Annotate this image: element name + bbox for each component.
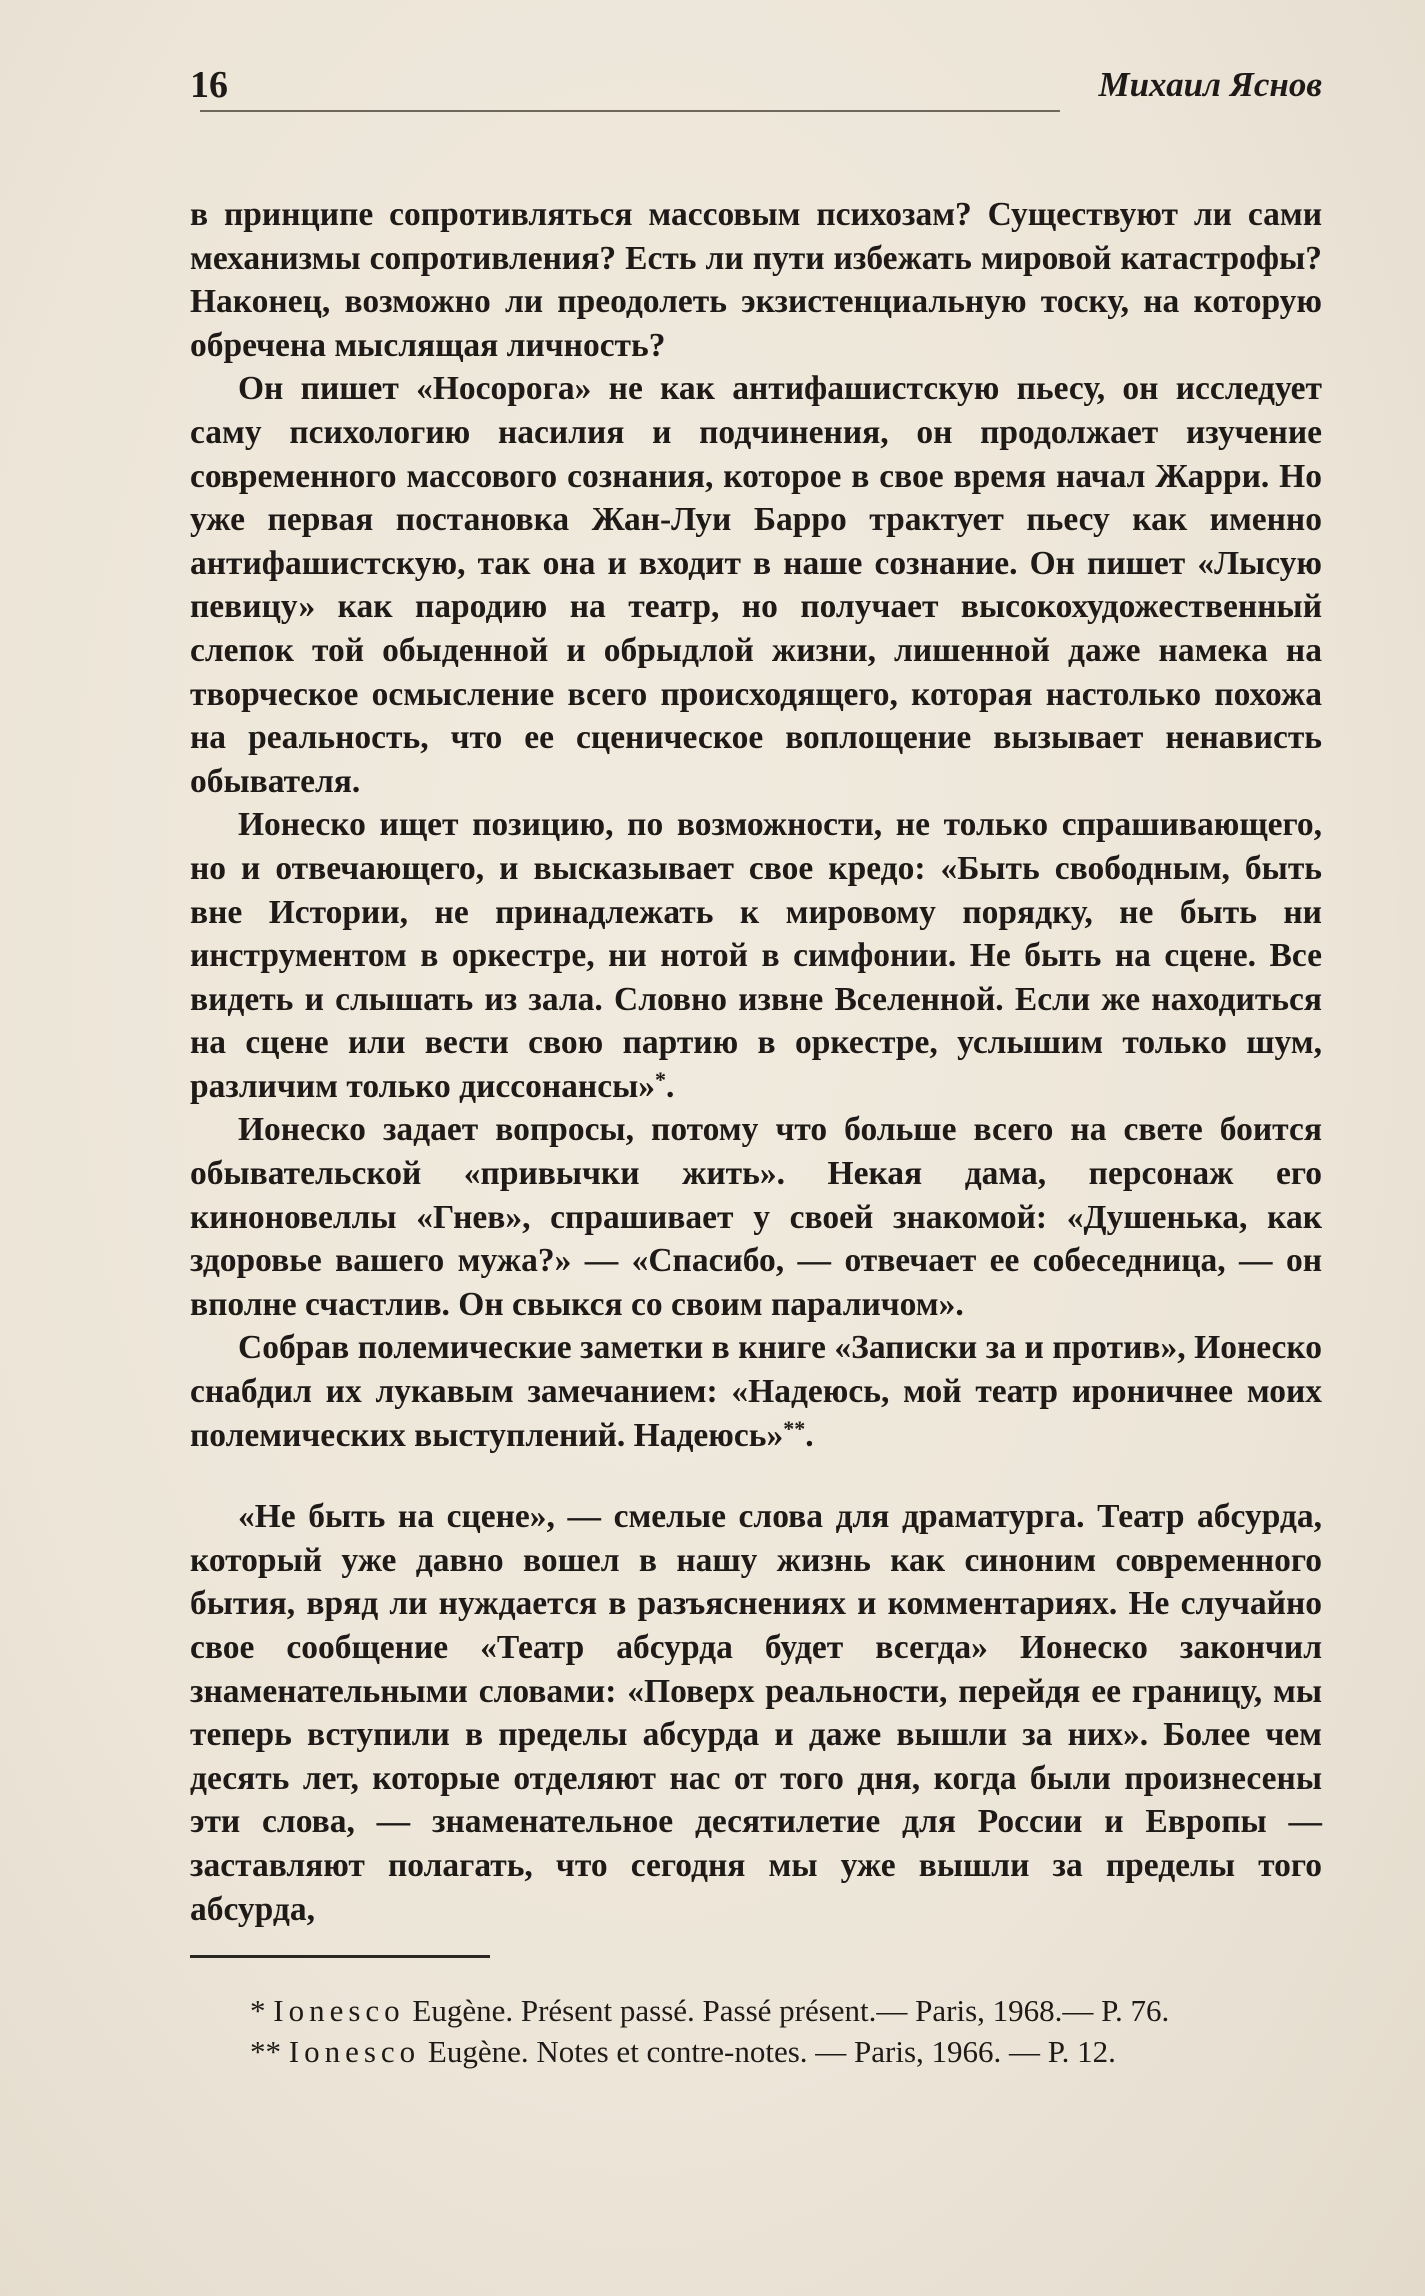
footnote-1 xyxy=(190,1990,1322,2031)
footnote-2-text: Eugène. Notes et contre-notes. — Paris, 1966. — P. 12. xyxy=(427,2034,1116,2069)
paragraph-6: «Не быть на сцене», — смелые слова для драматурга. Театр абсурда, который уже давно вошел в нашу жизнь как синоним современного бытия, вряд ли нуждается в разъяснениях и комментариях. Не случайно свое сообщение «Театр абсурда будет всегда» Ионеско закончил знаменательными словами: «Поверх реальности, перейдя ее границу, мы теперь вступили в пределы абсурда и даже вышли за них». Более чем десять лет, которые отделяют нас от того дня, когда были произнесены эти слова, — знаменательное десятилетие для России и Европы — заставляют полагать, что сегодня мы уже вышли за пределы того абсурда, xyxy=(190,1498,1322,1928)
paragraph-3: Ионеско ищет позицию, по возможности, не только спрашивающего, но и отвечающего, и высказывает свое кредо: «Быть свободным, быть вне Истории, не принадлежать к мировому порядку, не быть ни инструментом в оркестре, ни нотой в симфонии. Не быть на сцене. Все видеть и слышать из зала. Словно извне Вселенной. Если же находиться на сцене или вести свою партию в оркестре, услышим только шум, различим только диссонансы»*. xyxy=(190,806,1322,1105)
header-rule xyxy=(200,110,1060,112)
footnote-2-author: Ionesco xyxy=(288,2034,421,2069)
footnote-rule xyxy=(190,1955,490,1958)
body-text xyxy=(190,193,1322,1931)
footnote-1-text: Eugène. Présent passé. Passé présent.— Paris, 1968.— P. 76. xyxy=(412,1993,1170,2028)
page-number: 16 xyxy=(190,64,228,106)
page-header xyxy=(190,60,1322,110)
paragraph-5-text: Собрав полемические заметки в книге «Записки за и против», Ионеско снабдил их лукавым замечанием: «Надеюсь, мой театр ироничнее моих полемических выступлений. Надеюсь» xyxy=(190,1329,1322,1454)
paragraph-3-text: Ионеско ищет позицию, по возможности, не только спрашивающего, но и отвечающего, и высказывает свое кредо: «Быть свободным, быть вне Истории, не принадлежать к мировому порядку, не быть ни инструментом в оркестре, ни нотой в симфонии. Не быть на сцене. Все видеть и слышать из зала. Словно извне Вселенной. Если же находиться на сцене или вести свою партию в оркестре, услышим только шум, различим только диссонансы» xyxy=(190,806,1322,1105)
paragraph-4: Ионеско задает вопросы, потому что больше всего на свете боится обывательской «привычки жить». Некая дама, персонаж его киноновеллы «Гнев», спрашивает у своей знакомой: «Душенька, как здоровье вашего мужа?» — «Спасибо, — отвечает ее собеседница, — он вполне счастлив. Он свыкся со своим параличом». xyxy=(190,1111,1322,1323)
footnote-ref-2: ** xyxy=(783,1415,806,1441)
paragraph-2: Он пишет «Носорога» не как антифашистскую пьесу, он исследует саму психологию насилия и подчинения, он продолжает изучение современного массового сознания, которое в свое время начал Жарри. Но уже первая постановка Жан-Луи Барро трактует пьесу как именно антифашистскую, так она и входит в наше сознание. Он пишет «Лысую певицу» как пародию на театр, но получает высокохудожественный слепок той обыденной и обрыдлой жизни, лишенной даже намека на творческое осмысление всего происходящего, которая настолько похожа на реальность, что ее сценическое воплощение вызывает ненависть обывателя. xyxy=(190,370,1322,800)
footnote-1-mark: * xyxy=(250,1993,266,2028)
footnote-2 xyxy=(190,2031,1322,2072)
footnote-1-author: Ionesco xyxy=(273,1993,405,2028)
footnote-ref-1: * xyxy=(655,1066,667,1092)
footnote-2-mark: ** xyxy=(250,2034,281,2069)
paragraph-5: Собрав полемические заметки в книге «Записки за и против», Ионеско снабдил их лукавым замечанием: «Надеюсь, мой театр ироничнее моих полемических выступлений. Надеюсь»**. xyxy=(190,1329,1322,1454)
footnotes xyxy=(190,1990,1322,2072)
running-head-author: Михаил Яснов xyxy=(1098,65,1322,104)
paragraph-1: в принципе сопротивляться массовым психозам? Существуют ли сами механизмы сопротивления? Есть ли пути избежать мировой катастрофы? Наконец, возможно ли преодолеть экзистенциальную тоску, на которую обречена мыслящая личность? xyxy=(190,196,1322,364)
